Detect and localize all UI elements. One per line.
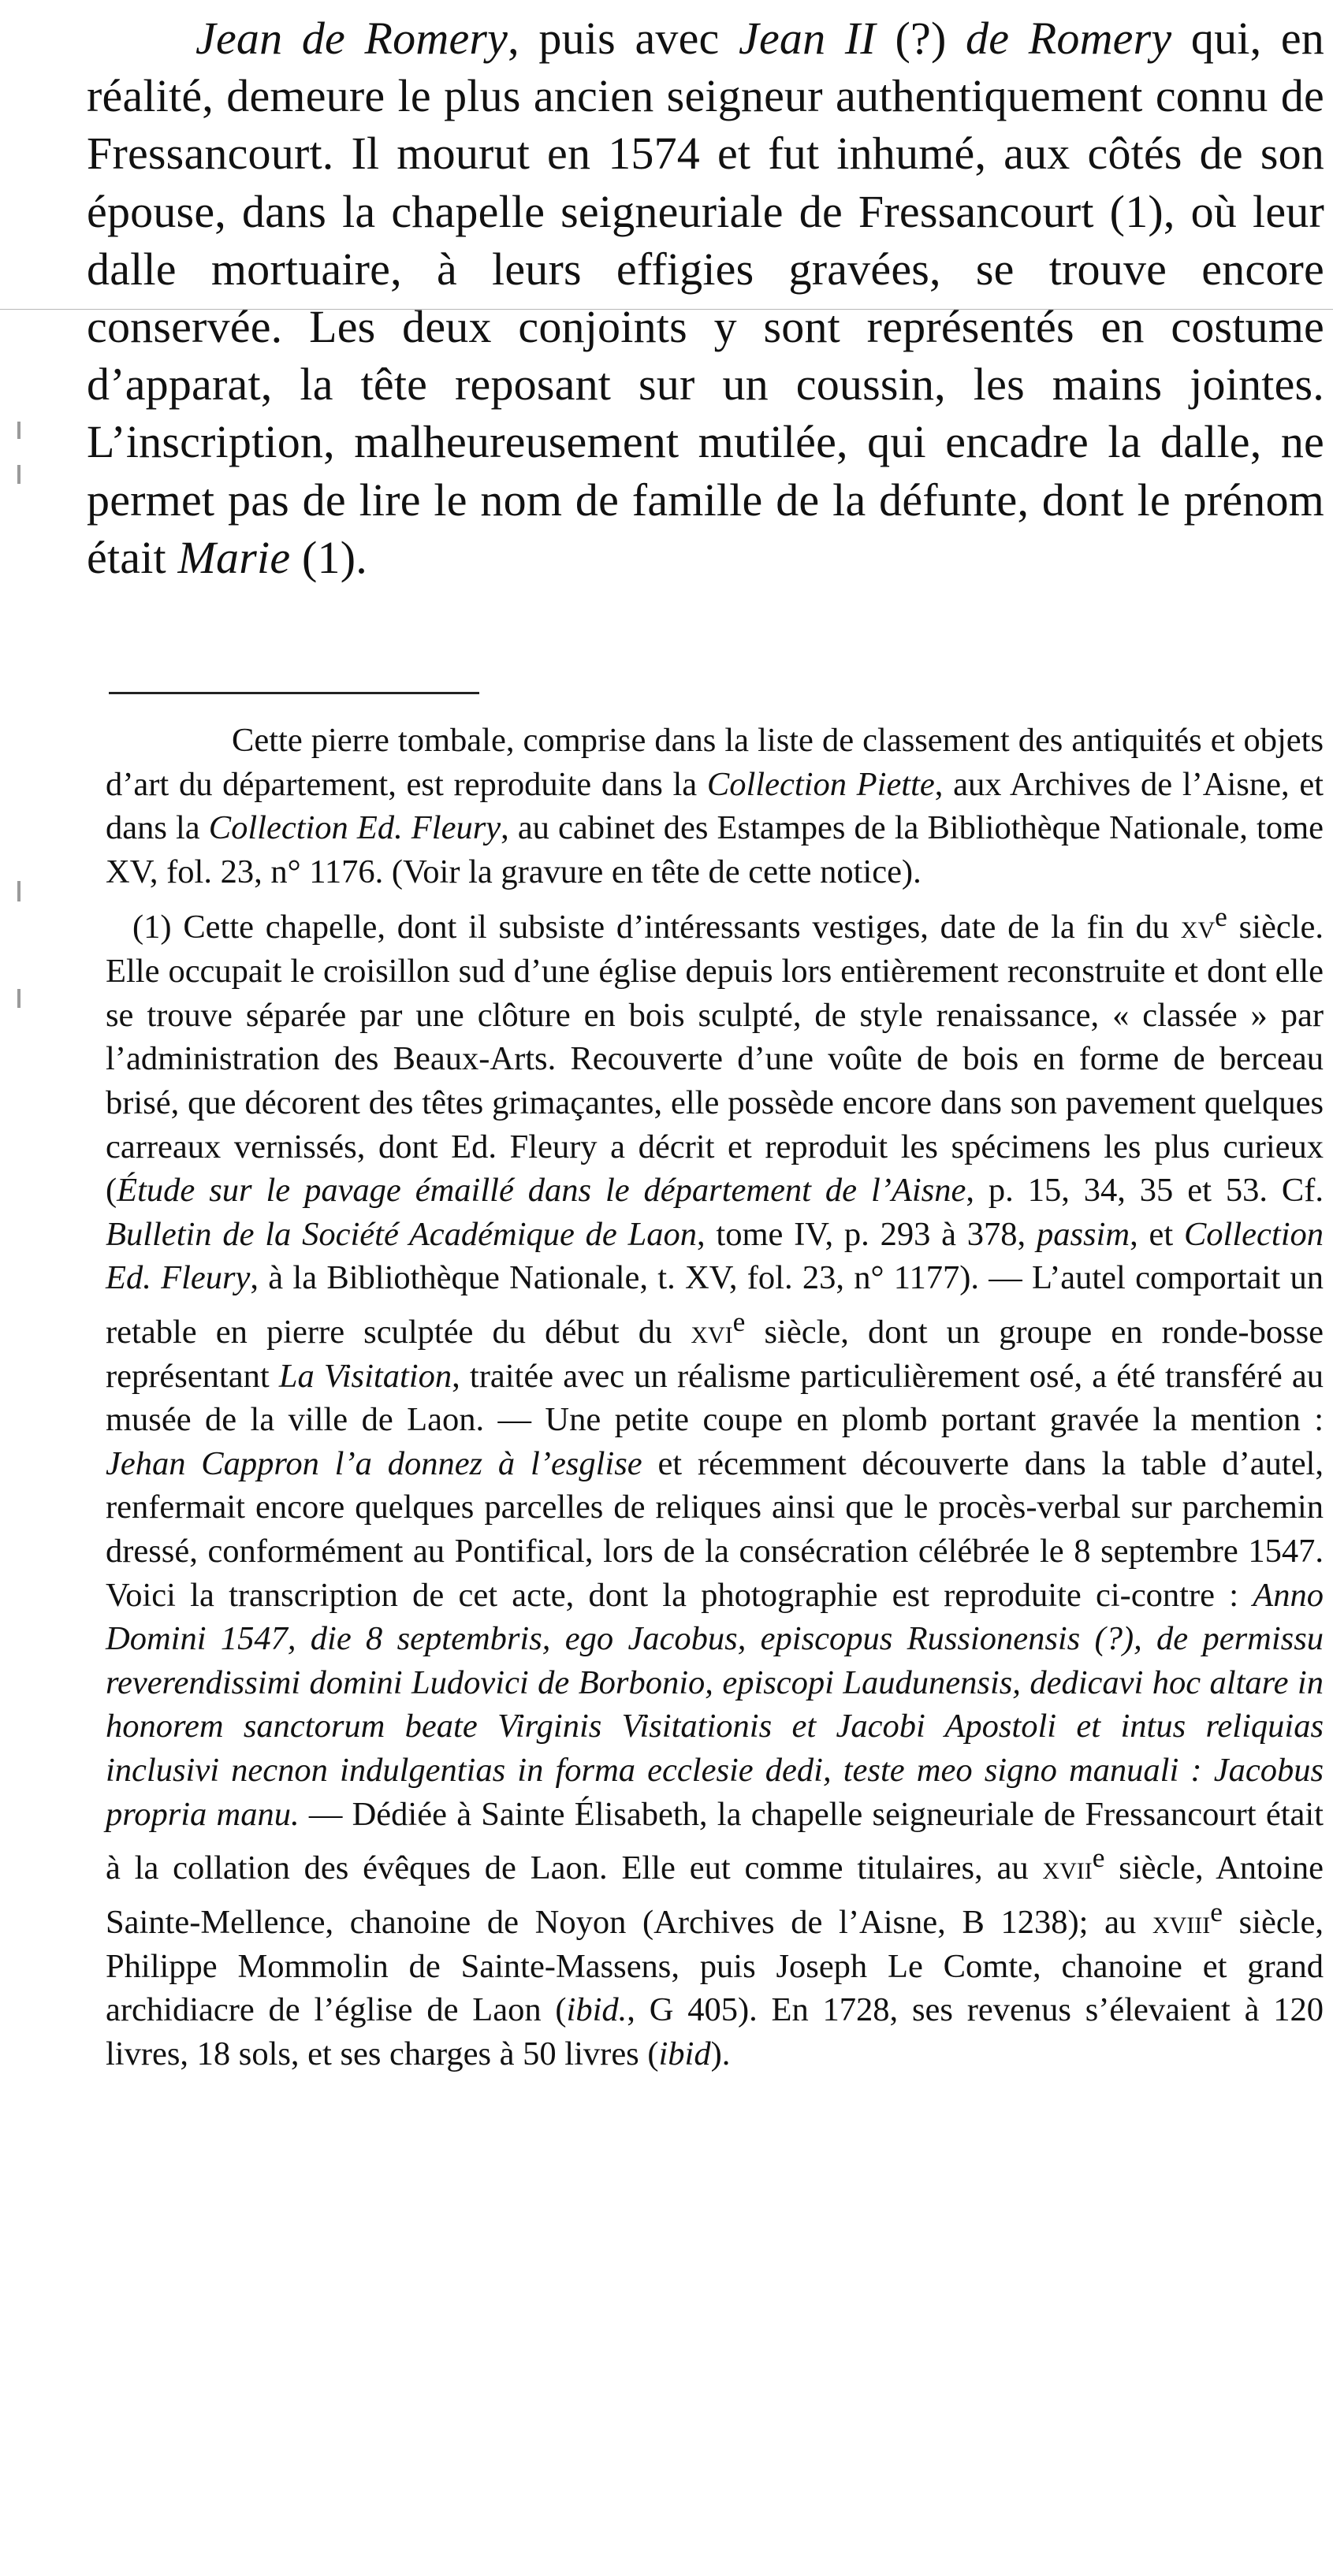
text-run: , p. 15, 34, 35 et 53. Cf. bbox=[966, 1172, 1324, 1210]
artwork-title: La Visitation bbox=[278, 1357, 452, 1395]
text-run: et récemment découverte dans la table d’autel, renfermait encore quelques parcelles de reliques ainsi que le procès-verbal sur parchemin dressé, conformément au Pontifical, lors de la consécration célébrée le 8 septembre 1547. Voici la transcription de cet acte, dont la photographie est reproduite ci-contre : bbox=[106, 1444, 1324, 1614]
text-run: siècle, Antoine Sainte-Mellence, chanoine de Noyon (Archives de l’Aisne, B 1238); au bbox=[106, 1849, 1324, 1942]
text-run: siècle. Elle occupait le croisillon sud d’une église depuis lors entièrement reconstruite et dont elle se trouve séparée par une clôture en bois sculpté, de style renaissance, « classée » par l’administration des Beaux-Arts. Recouverte d’une voûte de bois en forme de berceau brisé, que décorent des têtes grimaçantes, elle possède encore dans son pavement quelques carreaux vernissés, dont Ed. Fleury a décrit et reproduit les spécimens les plus curieux ( bbox=[106, 909, 1324, 1210]
text-run: , à la Bibliothèque Nationale, t. XV, fol. 23, n° 1177). — L’autel comportait un retable en pierre sculptée du début du bbox=[106, 1259, 1324, 1351]
footnotes bbox=[106, 719, 1324, 2076]
person-name: Jean II bbox=[739, 13, 876, 64]
main-paragraph-text bbox=[87, 9, 1324, 586]
text-run: , G 405). En 1728, ses revenus s’élevaient à 120 livres, 18 sols, et ses charges à 50 livres ( bbox=[106, 1991, 1324, 2072]
ordinal-sup: e bbox=[1092, 1842, 1105, 1874]
text-run: (1) Cette chapelle, dont il subsiste d’intéressants vestiges, date de la fin du bbox=[132, 909, 1181, 946]
person-name: Jean de Romery bbox=[195, 13, 508, 64]
text-run: , traitée avec un réalisme particulièrement osé, a été transféré au musée de la ville de Laon. — Une petite coupe en plomb portant gravée la mention : bbox=[106, 1357, 1324, 1439]
text-run: siècle, dont un groupe en ronde-bosse représentant bbox=[106, 1314, 1324, 1395]
person-name: de Romery bbox=[966, 13, 1172, 64]
italic-term: ibid. bbox=[566, 1991, 627, 2029]
text-run: (1). bbox=[290, 531, 367, 583]
italic-term: ibid bbox=[658, 2035, 711, 2072]
text-run: — Dédiée à Sainte Élisabeth, la chapelle seigneuriale de Fressancourt était à la collation des évêques de Laon. Elle eut comme titulaires, au bbox=[106, 1795, 1324, 1887]
ordinal-sup: e bbox=[1215, 901, 1227, 933]
century-numeral: xvii bbox=[1042, 1849, 1093, 1887]
century-numeral: xviii bbox=[1152, 1904, 1211, 1942]
text-run: siècle, Philippe Mommolin de Sainte-Massens, puis Joseph Le Comte, chanoine et grand archidiacre de l’église de Laon ( bbox=[106, 1904, 1324, 2029]
text-run: , et bbox=[1130, 1215, 1184, 1253]
margin-mark bbox=[17, 422, 20, 439]
text-run: , aux Archives de l’Aisne, et dans la bbox=[106, 765, 1324, 847]
footnote-chapel bbox=[106, 895, 1324, 2076]
text-run: , puis avec bbox=[508, 13, 739, 64]
text-run: ). bbox=[710, 2035, 731, 2072]
work-title: Étude sur le pavage émaillé dans le département de l’Aisne bbox=[117, 1172, 966, 1210]
collection-title: Collection Piette bbox=[706, 765, 935, 803]
person-name: Marie bbox=[177, 531, 291, 583]
text-run: Cette pierre tombale, comprise dans la liste de classement des antiquités et objets d’art du département, est reproduite dans la bbox=[106, 722, 1324, 803]
collection-title: Collection Ed. Fleury bbox=[208, 809, 501, 847]
text-run: , tome IV, p. 293 à 378, bbox=[696, 1215, 1037, 1253]
text-run: (?) bbox=[875, 13, 966, 64]
work-title: Bulletin de la Société Académique de Laon bbox=[106, 1215, 697, 1253]
inscription-quote: Jehan Cappron l’a donnez à l’esglise bbox=[106, 1444, 642, 1482]
century-numeral: xvi bbox=[691, 1314, 733, 1351]
footnote-tombstone bbox=[106, 719, 1324, 894]
margin-mark bbox=[17, 881, 20, 901]
margin-mark bbox=[17, 989, 20, 1008]
collection-title: Collection Ed. Fleury bbox=[106, 1215, 1324, 1297]
latin-transcription: Anno Domini 1547, die 8 septembris, ego Jacobus, episcopus Russionensis (?), de permissu reverendissimi domini Ludovici de Borbonio, episcopi Laudunensis, dedicavi hoc altare in honorem sanctorum beate Virginis Visitationis et Jacobi Apostoli et intus reliquias inclusivi necnon indulgentias in forma ecclesie dedi, teste meo signo manuali : Jacobus propria manu. bbox=[106, 1576, 1324, 1833]
italic-term: passim bbox=[1036, 1215, 1130, 1253]
text-run: qui, en réalité, demeure le plus ancien seigneur authentiquement connu de Fressancourt. Il mourut en 1574 et fut inhumé, aux côtés de son épouse, dans la chapelle seigneuriale de Fressancourt (1), où leur dalle mortuaire, à leurs effigies gravées, se trouve encore conservée. Les deux conjoints y sont représentés en costume d’apparat, la tête reposant sur un coussin, les mains jointes. L’inscription, malheureusement mutilée, qui encadre la dalle, ne permet pas de lire le nom de famille de la défunte, dont le prénom était bbox=[87, 13, 1325, 583]
century-numeral: xv bbox=[1180, 909, 1216, 946]
ordinal-sup: e bbox=[1210, 1895, 1223, 1927]
footnote-separator bbox=[109, 692, 479, 694]
text-run: , au cabinet des Estampes de la Bibliothèque Nationale, tome XV, fol. 23, n° 1176. (Voir la gravure en tête de cette notice). bbox=[106, 809, 1324, 890]
ordinal-sup: e bbox=[732, 1305, 746, 1337]
margin-mark bbox=[17, 465, 20, 484]
main-paragraph bbox=[87, 9, 1324, 586]
